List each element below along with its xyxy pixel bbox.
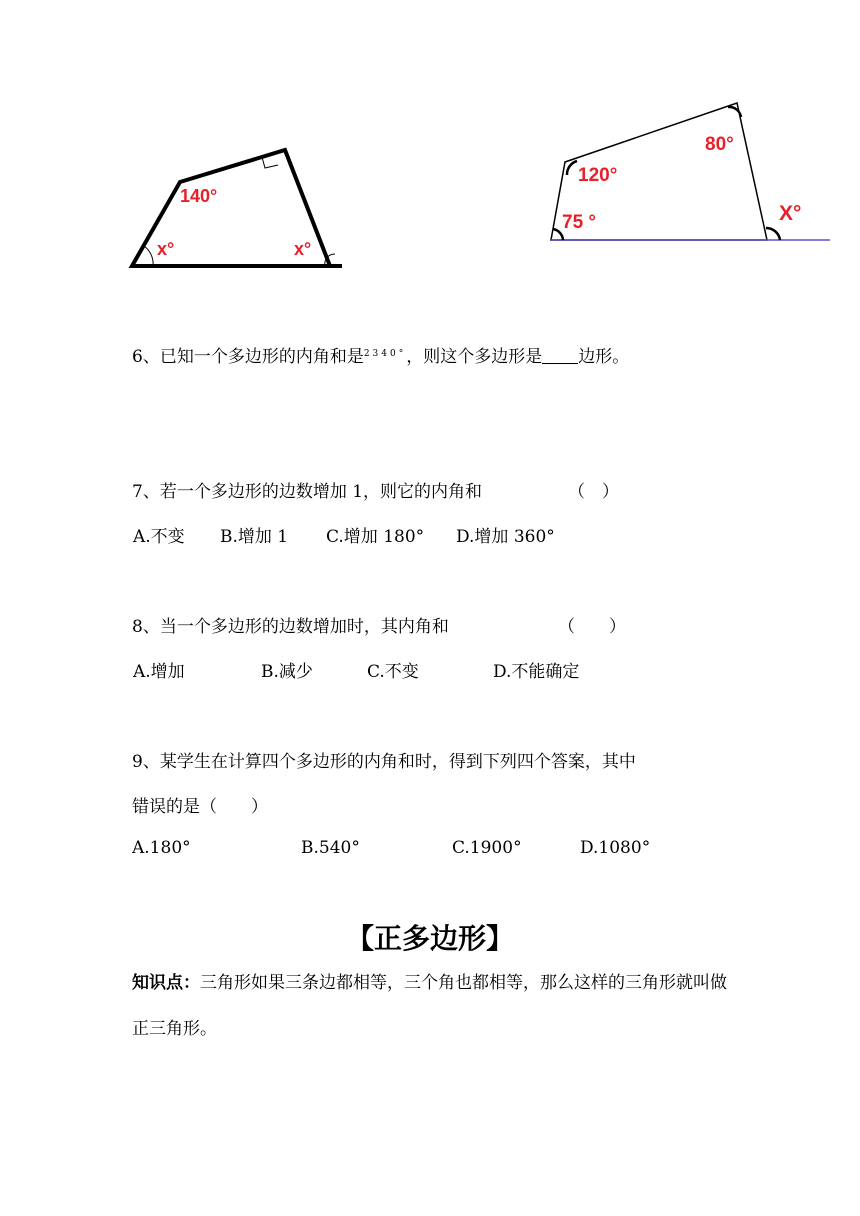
angle-label-75: 75 ° bbox=[562, 212, 597, 233]
question-9-line1: 9、某学生在计算四个多边形的内角和时，得到下列四个答案，其中 bbox=[132, 752, 636, 772]
section-title: 【正多边形】 bbox=[345, 922, 514, 955]
quadrilateral-figure-left bbox=[120, 140, 360, 280]
question-6-suffix2: 边形。 bbox=[578, 347, 630, 367]
question-8-paren: （ ） bbox=[558, 617, 626, 637]
angle-label-140: 140° bbox=[180, 186, 218, 206]
q7-option-d: D.增加 360° bbox=[456, 527, 555, 547]
question-6-value: 2340° bbox=[363, 349, 407, 359]
q7-option-c: C.增加 180° bbox=[326, 527, 425, 547]
q7-option-b: B.增加 1 bbox=[220, 527, 289, 547]
answer-blank[interactable] bbox=[542, 349, 578, 364]
question-6 bbox=[132, 342, 629, 367]
question-7-paren: （ ） bbox=[568, 482, 619, 502]
angle-label-x-exterior: X° bbox=[779, 202, 802, 225]
q8-option-d: D.不能确定 bbox=[493, 662, 580, 682]
knowledge-label: 知识点： bbox=[132, 973, 200, 993]
angle-label-120: 120° bbox=[578, 165, 618, 186]
question-8-stem bbox=[132, 612, 449, 637]
question-7-stem bbox=[132, 477, 482, 502]
q7-option-a: A.不变 bbox=[133, 527, 185, 547]
question-8-text: 8、当一个多边形的边数增加时，其内角和 bbox=[132, 617, 449, 637]
q8-option-c: C.不变 bbox=[367, 662, 419, 682]
q9-option-d: D.1080° bbox=[580, 838, 651, 858]
q9-option-a: A.180° bbox=[132, 838, 191, 858]
q9-option-c: C.1900° bbox=[452, 838, 522, 858]
question-7-text: 7、若一个多边形的边数增加 1，则它的内角和 bbox=[132, 482, 483, 502]
knowledge-text: 三角形如果三条边都相等，三个角也都相等，那么这样的三角形就叫做正三角形。 bbox=[132, 973, 727, 1039]
angle-label-x-right: x° bbox=[294, 239, 312, 259]
question-6-prefix: 6、已知一个多边形的内角和是 bbox=[132, 347, 364, 367]
angle-label-x-left: x° bbox=[157, 239, 175, 259]
quadrilateral-figure-right bbox=[545, 95, 845, 250]
q8-option-a: A.增加 bbox=[133, 662, 185, 682]
knowledge-point bbox=[132, 960, 742, 1052]
question-9-line2: 错误的是（ ） bbox=[132, 797, 268, 817]
question-6-suffix: ，则这个多边形是 bbox=[406, 347, 543, 367]
q8-option-b: B.减少 bbox=[261, 662, 313, 682]
right-angle-mark bbox=[262, 157, 278, 168]
angle-label-80: 80° bbox=[705, 134, 734, 155]
q9-option-b: B.540° bbox=[301, 838, 360, 858]
